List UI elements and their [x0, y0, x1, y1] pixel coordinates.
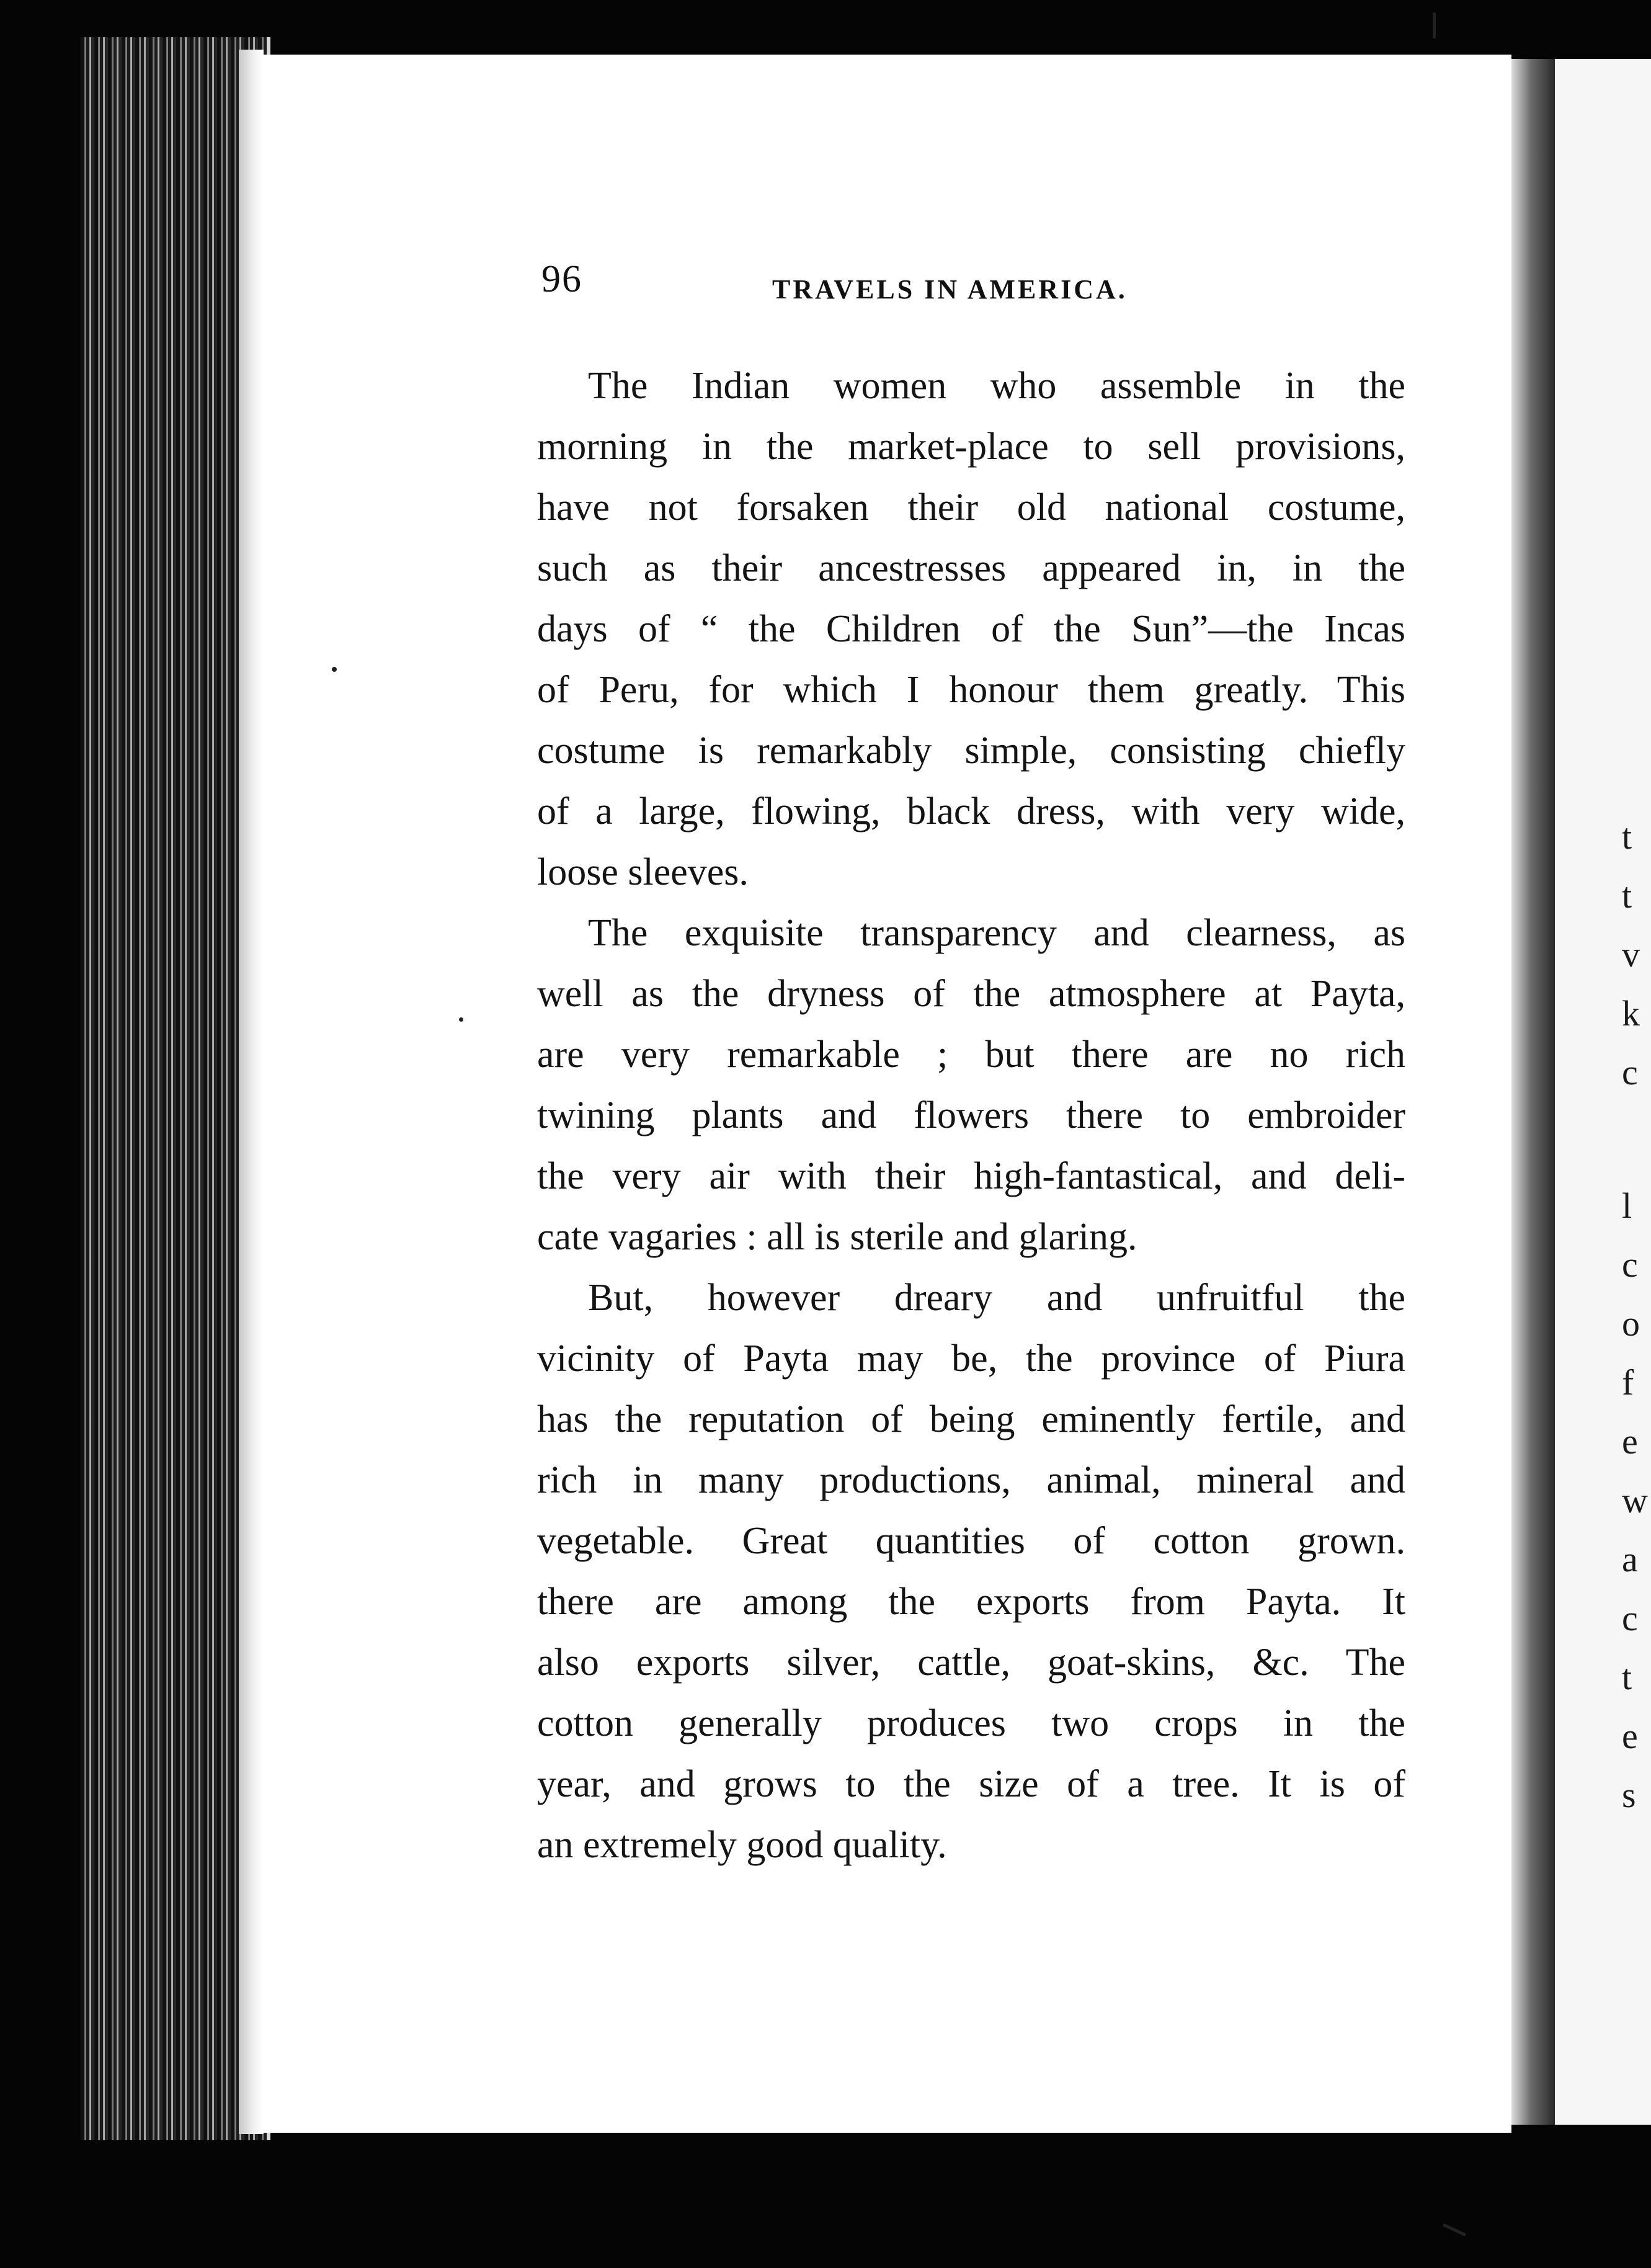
text-line: year, and grows to the size of a tree. It is of — [537, 1763, 1405, 1805]
running-head — [541, 257, 1182, 307]
text-line: morning in the market-place to sell provisions, — [537, 426, 1405, 468]
text-line: rich in many productions, animal, mineral and — [537, 1459, 1405, 1501]
text-line: vicinity of Payta may be, the province of Piura — [537, 1337, 1405, 1380]
text-line: vegetable. Great quantities of cotton grown. — [537, 1520, 1405, 1562]
text-line: The exquisite transparency and clearness, as — [588, 912, 1405, 954]
dust-speck — [1433, 12, 1436, 38]
dust-speck — [459, 1017, 463, 1022]
text-line: also exports silver, cattle, goat-skins, &c. The — [537, 1641, 1405, 1684]
dust-speck — [332, 667, 337, 672]
facing-fragment: a — [1622, 1539, 1638, 1579]
facing-fragment: c — [1622, 1244, 1638, 1285]
text-line: well as the dryness of the atmosphere at Payta, — [537, 973, 1405, 1015]
page-number: 96 — [541, 258, 582, 300]
text-line: The Indian women who assemble in the — [588, 365, 1405, 407]
running-title: TRAVELS IN AMERICA. — [772, 274, 1128, 305]
text-line: an extremely good quality. — [537, 1824, 947, 1866]
facing-fragment: s — [1622, 1775, 1636, 1815]
facing-fragment: t — [1622, 1657, 1632, 1697]
facing-fragment: v — [1622, 934, 1640, 975]
text-line: But, however dreary and unfruitful the — [588, 1277, 1405, 1319]
text-line: of Peru, for which I honour them greatly. This — [537, 669, 1405, 711]
text-line: are very remarkable ; but there are no rich — [537, 1034, 1405, 1076]
facing-fragment: k — [1622, 993, 1640, 1034]
text-line: twining plants and flowers there to embroider — [537, 1094, 1405, 1136]
text-line: of a large, flowing, black dress, with very wide, — [537, 790, 1405, 833]
text-line: such as their ancestresses appeared in, in the — [537, 547, 1405, 589]
text-line: cotton generally produces two crops in the — [537, 1702, 1405, 1744]
text-line: cate vagaries : all is sterile and glaring. — [537, 1216, 1137, 1258]
page-edge-highlight — [239, 50, 264, 2134]
text-line: days of “ the Children of the Sun”—the Incas — [537, 608, 1405, 650]
text-line: has the reputation of being eminently fertile, and — [537, 1398, 1405, 1440]
facing-page — [1555, 59, 1651, 2125]
facing-fragment: t — [1622, 816, 1632, 857]
facing-fragment: c — [1622, 1598, 1638, 1638]
facing-fragment: o — [1622, 1303, 1640, 1344]
text-line: there are among the exports from Payta. It — [537, 1581, 1405, 1623]
facing-fragment: f — [1622, 1362, 1634, 1403]
body-text — [537, 355, 1405, 1875]
facing-fragment: e — [1622, 1421, 1638, 1462]
text-line: loose sleeves. — [537, 851, 749, 893]
facing-fragment: t — [1622, 875, 1632, 916]
binding-gutter — [1511, 59, 1555, 2125]
facing-fragment: c — [1622, 1052, 1638, 1092]
text-line: the very air with their high-fantastical, and deli- — [537, 1155, 1405, 1197]
facing-fragment: l — [1622, 1185, 1632, 1226]
facing-fragment: w — [1622, 1480, 1648, 1520]
facing-fragment: e — [1622, 1716, 1638, 1756]
text-line: have not forsaken their old national costume, — [537, 486, 1405, 529]
text-line: costume is remarkably simple, consisting chiefly — [537, 730, 1405, 772]
